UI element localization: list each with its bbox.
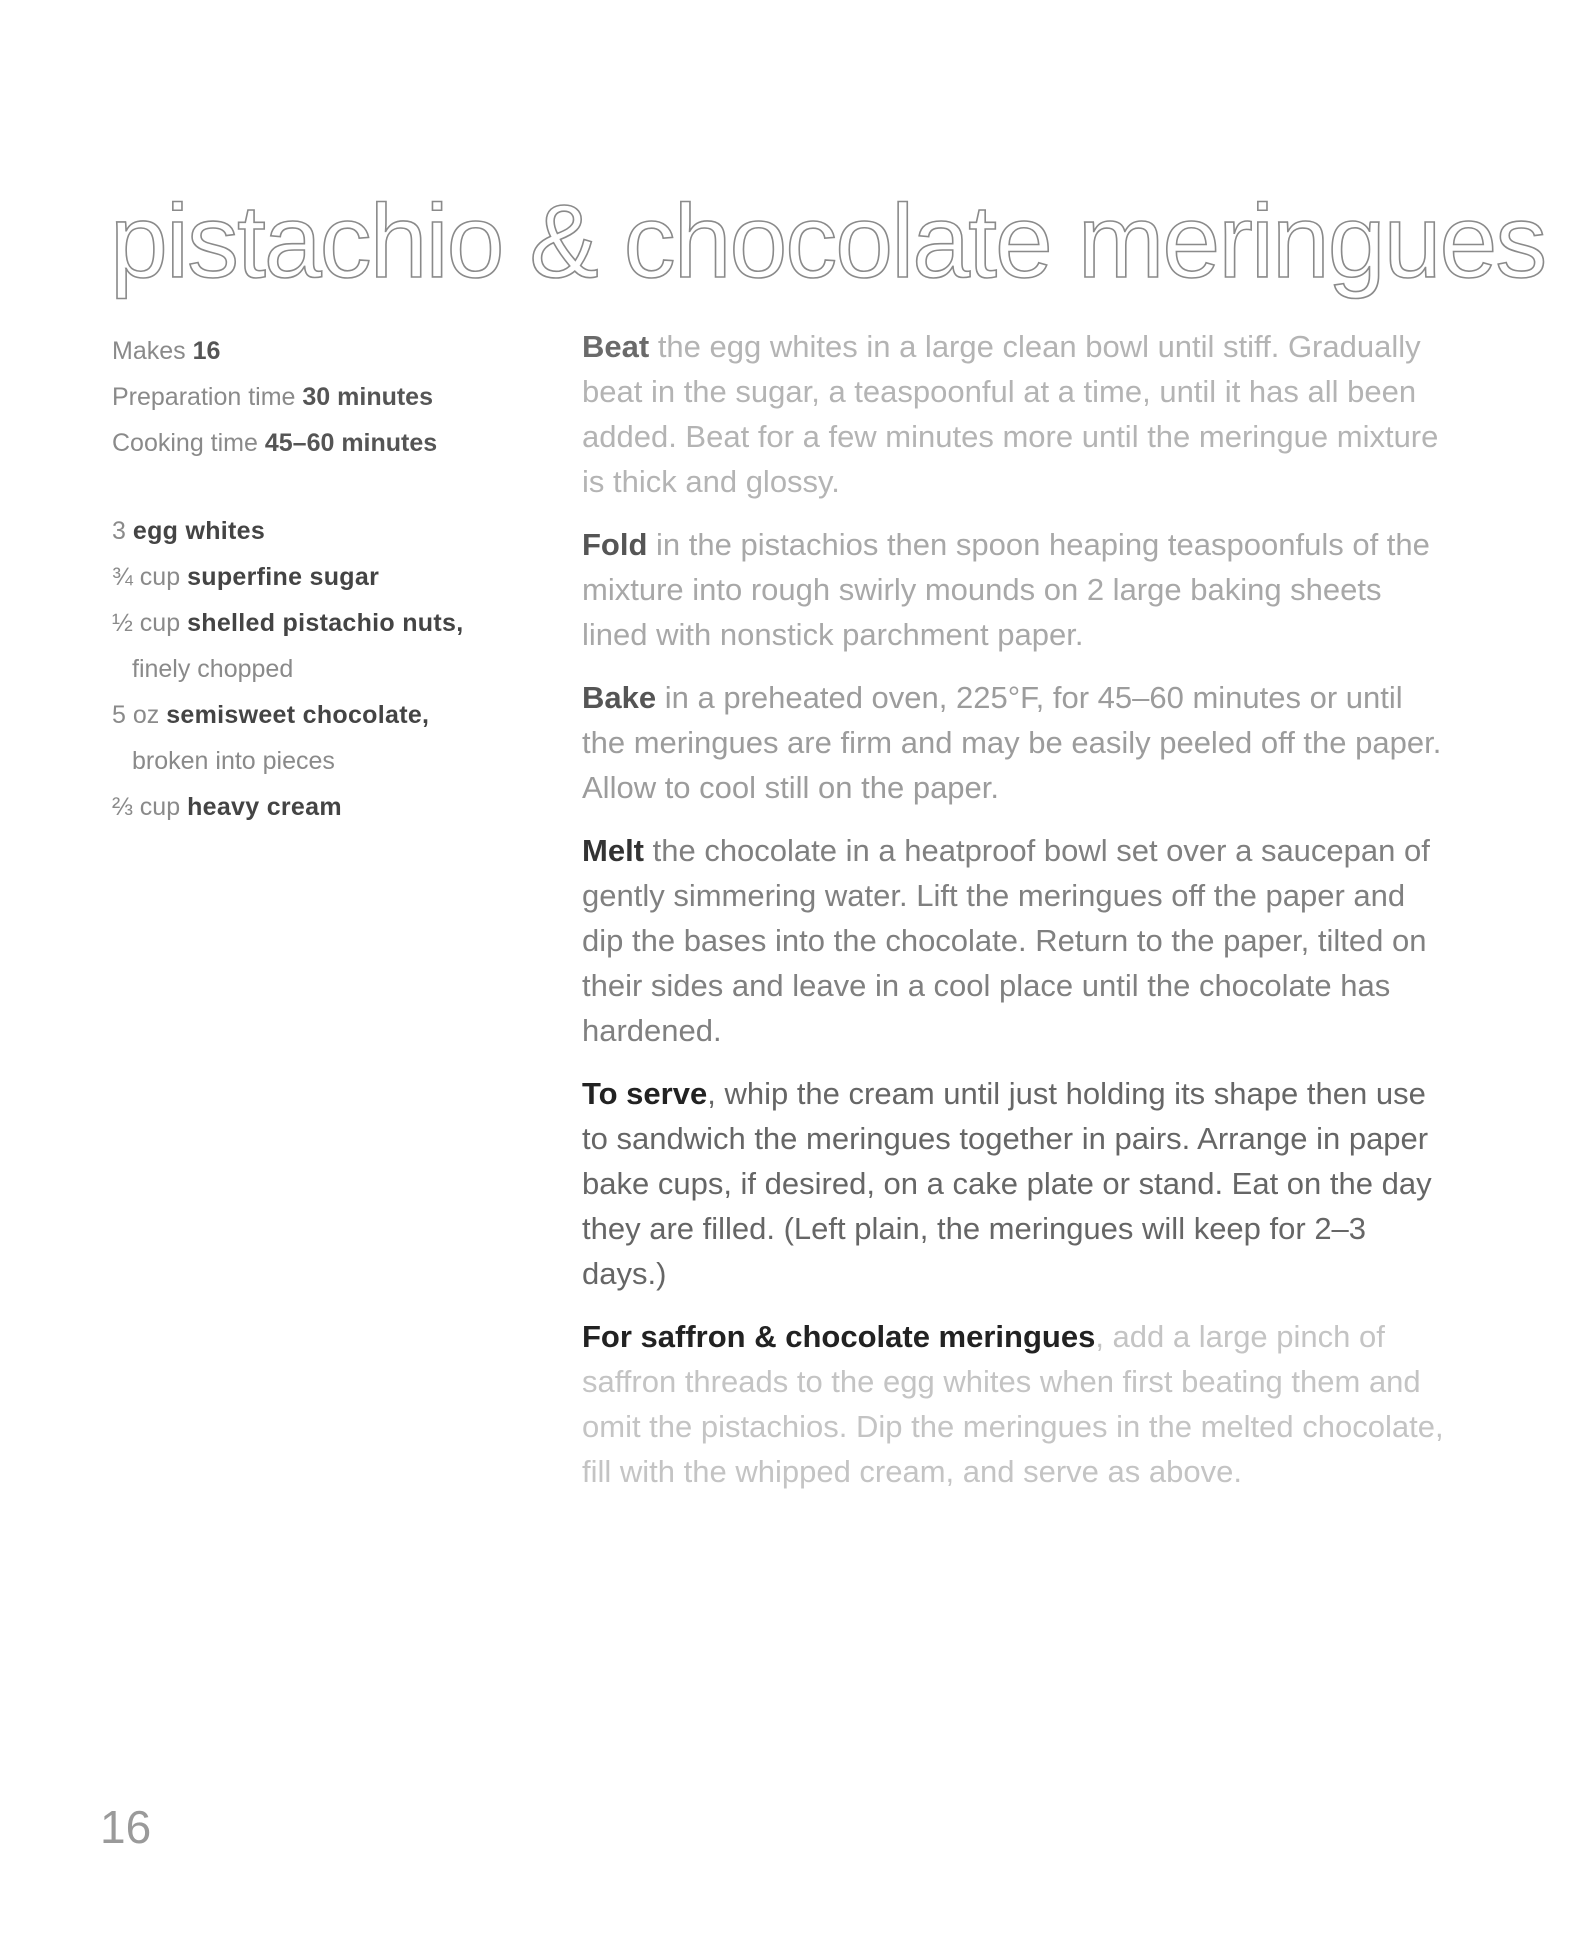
makes-row [112,328,532,374]
method-step [582,522,1444,657]
step-lead: To serve [582,1076,708,1111]
step-lead: Fold [582,527,648,562]
makes-label: Makes [112,337,186,365]
ingredient-name: heavy cream [187,793,342,821]
variation-note [582,1314,1444,1494]
method-step [582,675,1444,810]
ingredient-name: superfine sugar [187,563,380,591]
ingredient-name: shelled pistachio nuts, [187,609,464,637]
page-number: 16 [100,1801,152,1853]
cook-time-label: Cooking time [112,429,258,457]
variation-text: , add a large pinch of saffron threads to the egg whites when first beating them and omit the pistachios. Dip the meringues in the melted chocolate, fill with the whipped cream, and serve as above. [582,1319,1444,1489]
ingredient-note: finely chopped [132,655,294,683]
ingredient-item [112,508,542,554]
prep-time-value: 30 minutes [302,383,433,411]
ingredient-note: broken into pieces [132,747,335,775]
step-lead: Bake [582,680,657,715]
ingredient-name: egg whites [132,517,266,545]
step-lead: Melt [582,833,644,868]
step-text: the chocolate in a heatproof bowl set over a saucepan of gently simmering water. Lift the meringues off the paper and dip the bases into the chocolate. Return to the paper, tilted on their sides and leave in a cool place until the chocolate has hardened. [582,833,1430,1048]
ingredient-list [112,508,542,830]
method-step [582,1071,1444,1296]
ingredient-qty: ½ cup [112,609,181,637]
step-text: in the pistachios then spoon heaping teaspoonfuls of the mixture into rough swirly mounds on 2 large baking sheets lined with nonstick parchment paper. [582,527,1430,652]
recipe-title: pistachio & chocolate meringues [110,183,1546,300]
ingredient-item [112,784,542,830]
cook-time-value: 45–60 minutes [264,429,438,457]
method-steps [582,324,1444,1512]
ingredient-item [112,692,542,784]
prep-time-label: Preparation time [112,383,296,411]
method-step [582,828,1444,1053]
variation-lead: For saffron & chocolate meringues [582,1319,1096,1354]
step-text: in a preheated oven, 225°F, for 45–60 minutes or until the meringues are firm and may be easily peeled off the paper. Allow to cool still on the paper. [582,680,1442,805]
ingredient-item [112,554,542,600]
ingredient-item [112,600,542,692]
step-text: , whip the cream until just holding its shape then use to sandwich the meringues together in pairs. Arrange in paper bake cups, if desired, on a cake plate or stand. Eat on the day they are filled. (Left plain, the meringues will keep for 2–3 days.) [582,1076,1432,1291]
ingredient-qty: 3 [112,517,126,545]
step-lead: Beat [582,329,650,364]
prep-time-row [112,374,532,420]
step-text: the egg whites in a large clean bowl until stiff. Gradually beat in the sugar, a teaspoonful at a time, until it has all been added. Beat for a few minutes more until the meringue mixture is thick and glossy. [582,329,1439,499]
method-step [582,324,1444,504]
ingredient-qty: 5 oz [112,701,160,729]
makes-value: 16 [192,337,221,365]
ingredient-name: semisweet chocolate, [166,701,430,729]
ingredient-qty: ⅔ cup [112,793,181,821]
cook-time-row [112,420,532,466]
ingredient-qty: ¾ cup [112,563,181,591]
recipe-meta [112,328,532,466]
